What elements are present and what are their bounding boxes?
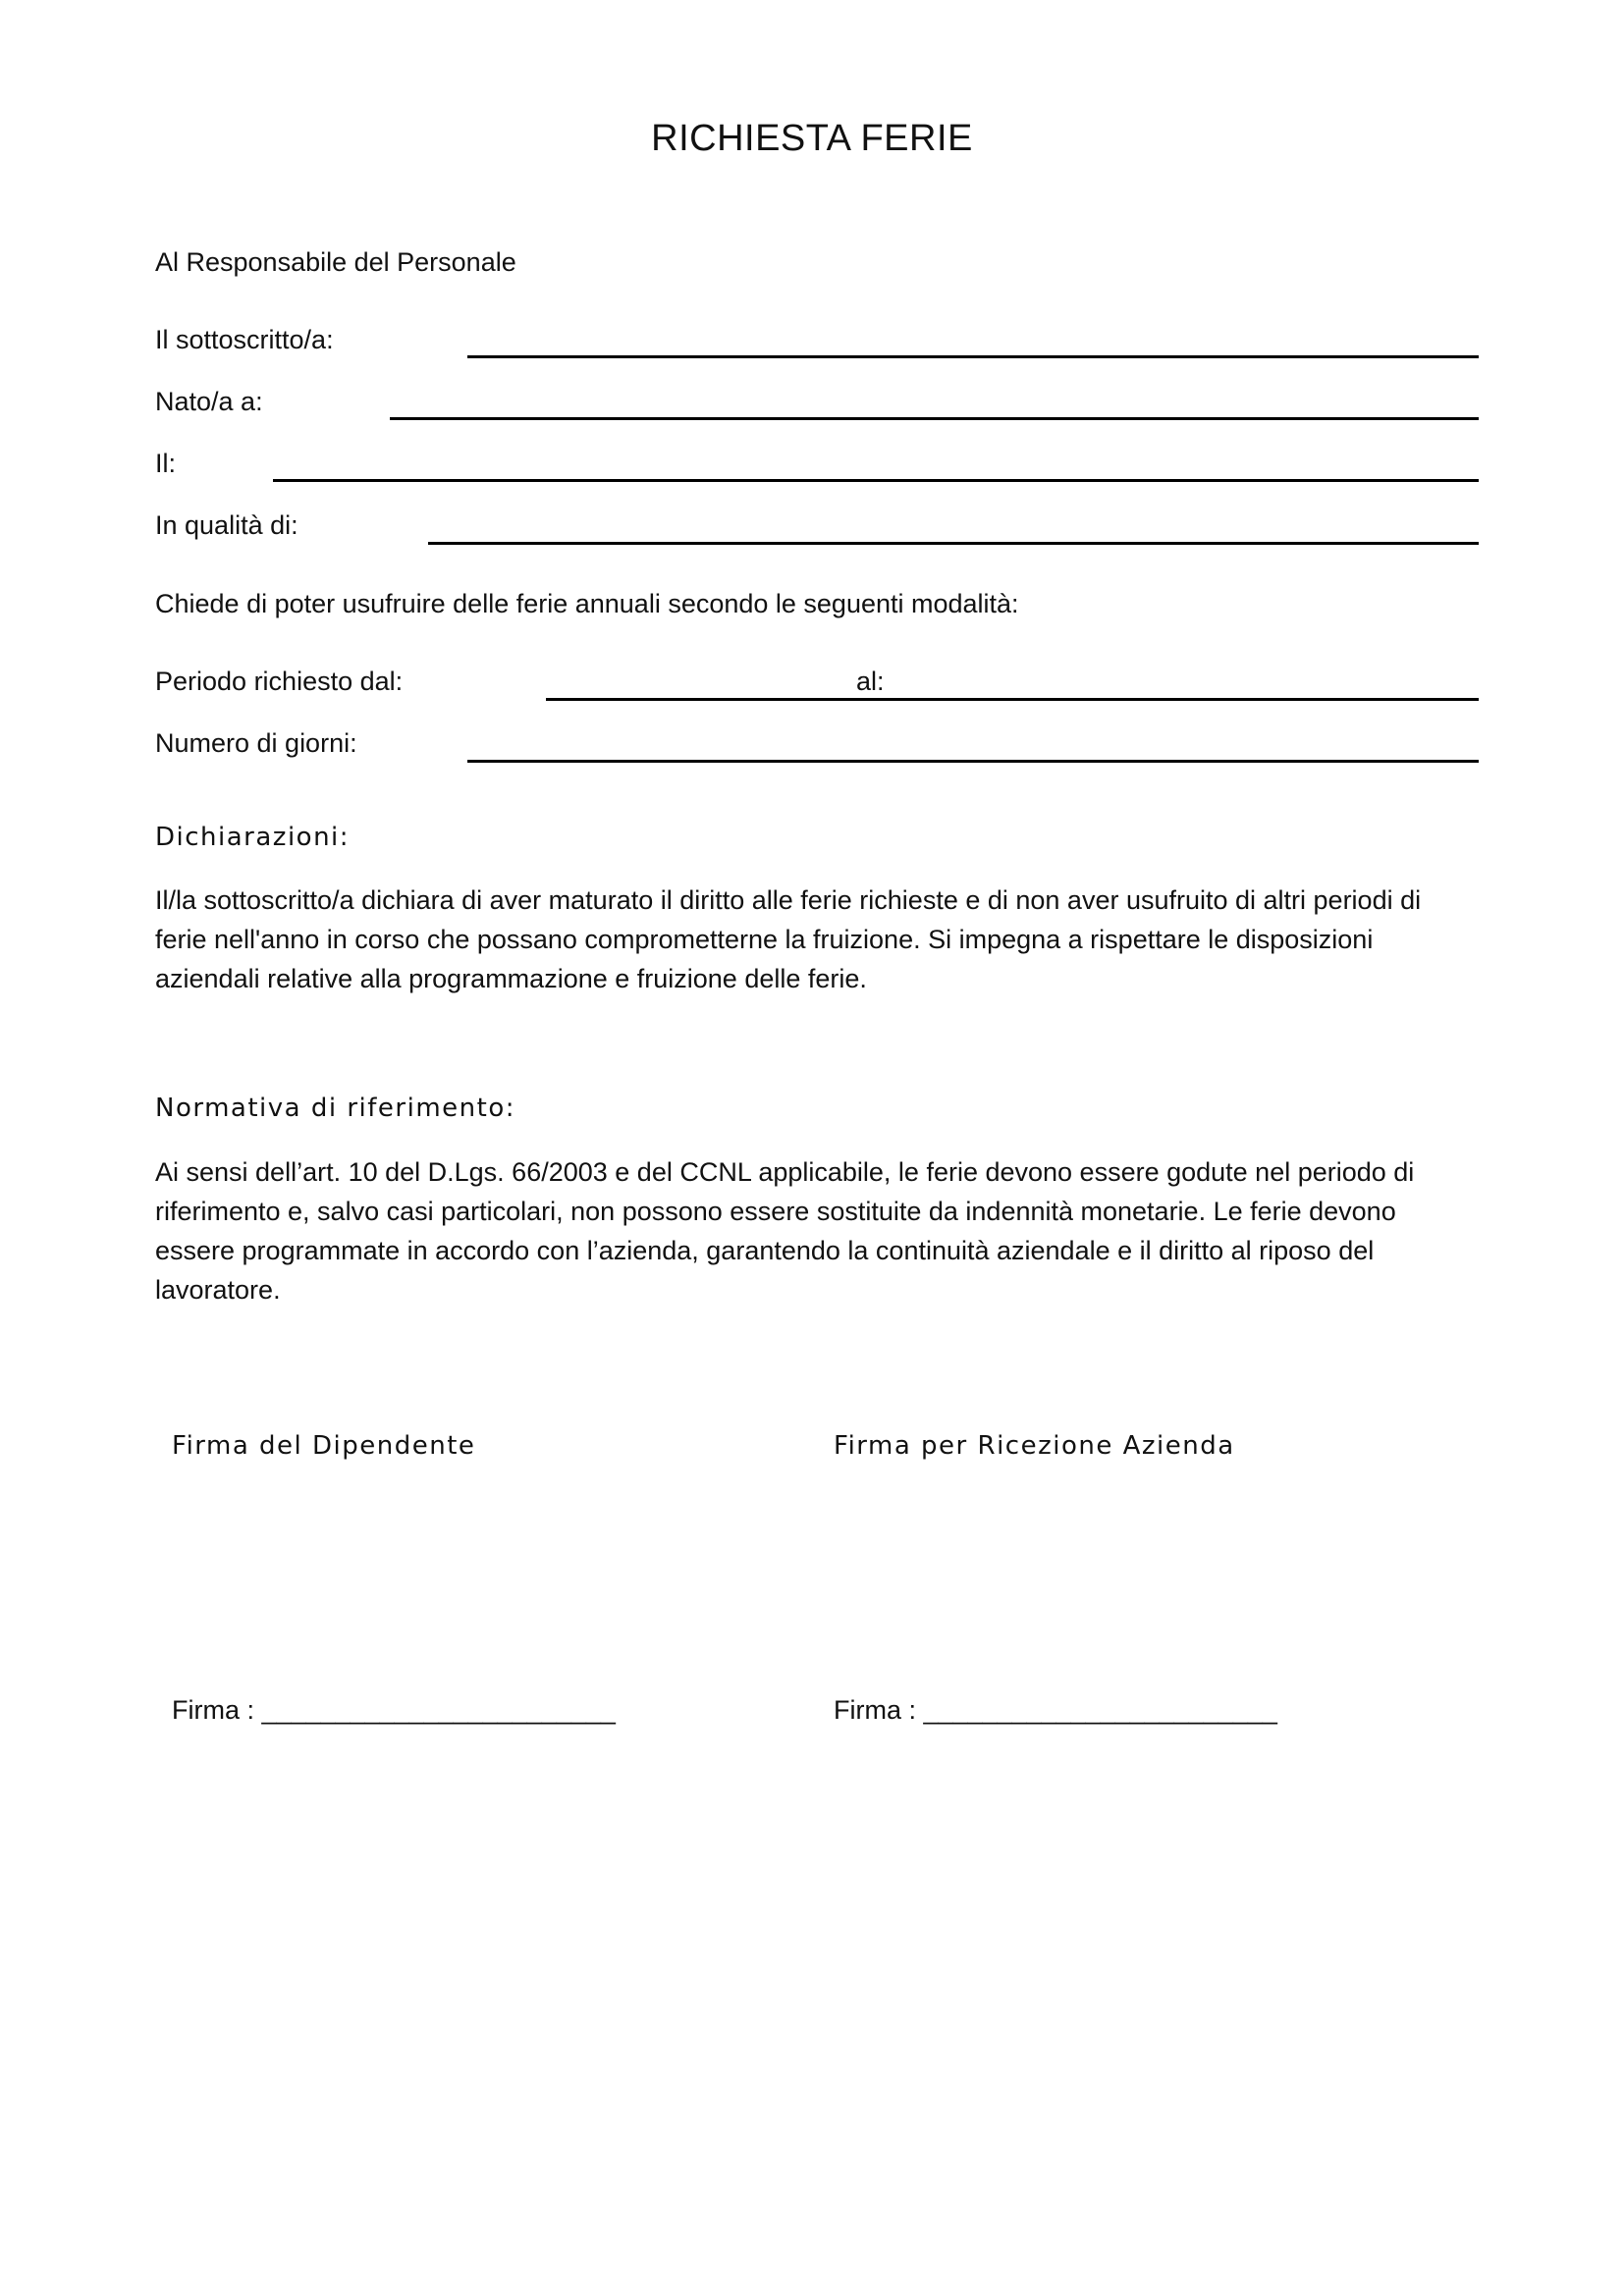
sottoscritto-label: Il sottoscritto/a:: [155, 325, 334, 354]
declarations-line: aziendali relative alla programmazione e fruizione delle ferie.: [155, 964, 867, 993]
company-signature-field[interactable]: Firma : ________________________: [834, 1695, 1277, 1725]
employee-signature-field[interactable]: Firma : ________________________: [172, 1695, 616, 1725]
days-label: Numero di giorni:: [155, 728, 357, 758]
company-signature-heading: Firma per Ricezione Azienda: [834, 1431, 1235, 1461]
days-field[interactable]: [467, 760, 1479, 763]
declarations-text: [155, 881, 1481, 998]
role-label: In qualità di:: [155, 510, 298, 540]
employee-signature-heading: Firma del Dipendente: [172, 1431, 476, 1461]
regulation-line: riferimento e, salvo casi particolari, non possono essere sostituite da indennità monetarie. Le ferie devono: [155, 1197, 1396, 1226]
period-to-label: al:: [856, 667, 885, 696]
sottoscritto-field[interactable]: [467, 355, 1479, 358]
birthplace-label: Nato/a a:: [155, 387, 263, 416]
regulation-text: [155, 1152, 1481, 1309]
birthdate-label: Il:: [155, 449, 177, 478]
birthplace-field[interactable]: [390, 417, 1479, 420]
declarations-line: ferie nell'anno in corso che possano comprometterne la fruizione. Si impegna a rispettare le disposizioni: [155, 925, 1374, 954]
document-title: RICHIESTA FERIE: [651, 118, 973, 159]
regulation-line: lavoratore.: [155, 1275, 281, 1305]
regulation-line: essere programmate in accordo con l’azienda, garantendo la continuità aziendale e il diritto al riposo del: [155, 1236, 1375, 1265]
declarations-line: Il/la sottoscritto/a dichiara di aver maturato il diritto alle ferie richieste e di non aver usufruito di altri periodi di: [155, 885, 1422, 915]
declarations-heading: Dichiarazioni:: [155, 823, 351, 852]
period-from-label: Periodo richiesto dal:: [155, 667, 404, 696]
request-intro: Chiede di poter usufruire delle ferie annuali secondo le seguenti modalità:: [155, 589, 1019, 618]
addressee: Al Responsabile del Personale: [155, 247, 516, 277]
regulation-line: Ai sensi dell’art. 10 del D.Lgs. 66/2003 e del CCNL applicabile, le ferie devono essere godute nel periodo di: [155, 1157, 1415, 1187]
period-field[interactable]: [546, 698, 1479, 701]
role-field[interactable]: [428, 542, 1479, 545]
birthdate-field[interactable]: [273, 479, 1479, 482]
regulation-heading: Normativa di riferimento:: [155, 1094, 515, 1123]
